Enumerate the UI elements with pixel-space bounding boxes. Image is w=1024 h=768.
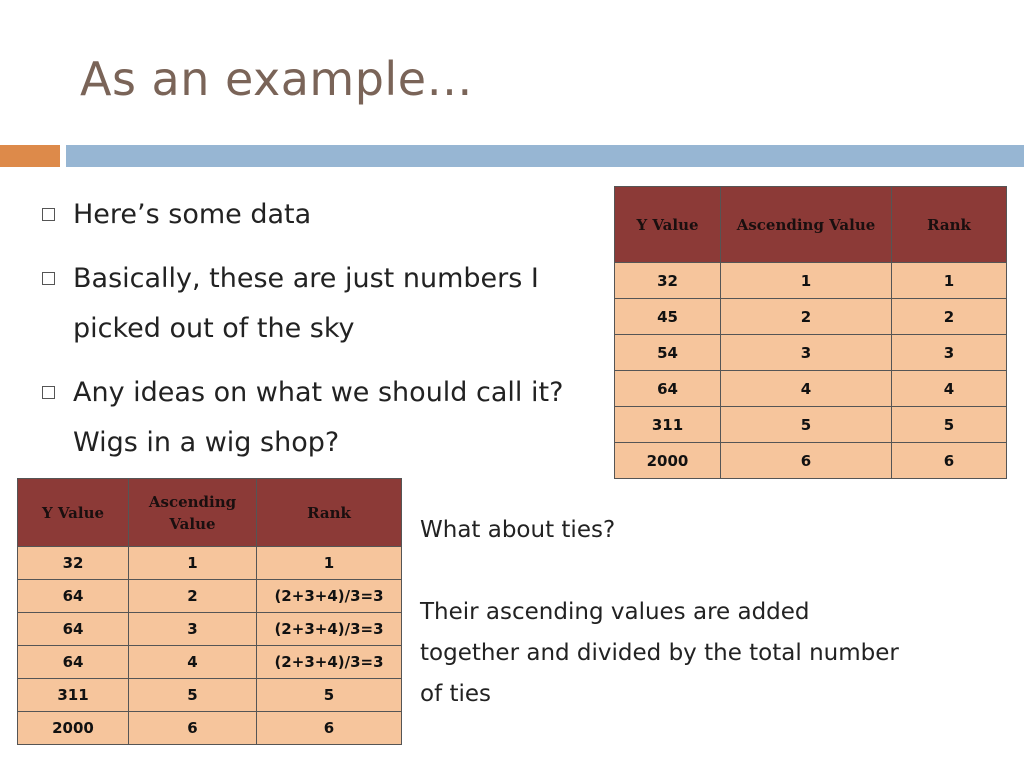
table-row <box>615 299 1007 335</box>
cell-rank: 1 <box>892 263 1007 299</box>
cell-ascending-value: 1 <box>721 263 892 299</box>
table-header-row <box>18 479 402 547</box>
table-row <box>615 407 1007 443</box>
header-ascending-value: Ascending Value <box>721 187 892 263</box>
bullet-item <box>40 368 615 468</box>
cell-rank: 5 <box>257 679 402 712</box>
cell-ascending-value: 5 <box>129 679 257 712</box>
table-row <box>18 613 402 646</box>
cell-y-value: 311 <box>18 679 129 712</box>
cell-y-value: 32 <box>18 547 129 580</box>
cell-y-value: 32 <box>615 263 721 299</box>
bullet-item <box>40 190 615 240</box>
cell-ascending-value: 5 <box>721 407 892 443</box>
cell-y-value: 64 <box>18 580 129 613</box>
cell-ascending-value: 3 <box>721 335 892 371</box>
cell-rank: 5 <box>892 407 1007 443</box>
bullet-text: Here’s some data <box>73 199 312 230</box>
header-rank: Rank <box>257 479 402 547</box>
cell-rank: (2+3+4)/3=3 <box>257 580 402 613</box>
cell-rank: 4 <box>892 371 1007 407</box>
cell-ascending-value: 1 <box>129 547 257 580</box>
table-row <box>18 547 402 580</box>
cell-ascending-value: 3 <box>129 613 257 646</box>
cell-ascending-value: 2 <box>129 580 257 613</box>
cell-y-value: 64 <box>18 613 129 646</box>
table-row <box>18 712 402 745</box>
ties-question: What about ties? <box>420 517 616 543</box>
header-y-value: Y Value <box>18 479 129 547</box>
header-ascending-value: Ascending Value <box>129 479 257 547</box>
bullet-text: Any ideas on what we should call it? Wigs in a wig shop? <box>73 377 564 458</box>
bullet-item <box>40 254 615 354</box>
cell-ascending-value: 4 <box>129 646 257 679</box>
accent-bar-blue <box>66 145 1024 167</box>
table-row <box>615 335 1007 371</box>
table-row <box>615 371 1007 407</box>
ranking-table-with-ties <box>17 478 402 745</box>
bullet-text: Basically, these are just numbers I picked out of the sky <box>73 263 539 344</box>
ties-note <box>420 510 900 715</box>
cell-ascending-value: 6 <box>129 712 257 745</box>
ranking-table-no-ties <box>614 186 1007 479</box>
table-row <box>18 580 402 613</box>
cell-y-value: 54 <box>615 335 721 371</box>
table-row <box>615 263 1007 299</box>
cell-rank: 2 <box>892 299 1007 335</box>
cell-rank: 1 <box>257 547 402 580</box>
cell-y-value: 2000 <box>18 712 129 745</box>
table-row <box>18 646 402 679</box>
cell-y-value: 2000 <box>615 443 721 479</box>
slide-title: As an example… <box>80 52 474 106</box>
accent-bar-orange <box>0 145 60 167</box>
ties-explanation: Their ascending values are added together and divided by the total number of ties <box>420 599 899 707</box>
cell-y-value: 311 <box>615 407 721 443</box>
cell-y-value: 64 <box>18 646 129 679</box>
table-header-row <box>615 187 1007 263</box>
header-y-value: Y Value <box>615 187 721 263</box>
cell-ascending-value: 6 <box>721 443 892 479</box>
cell-rank: 6 <box>257 712 402 745</box>
cell-y-value: 64 <box>615 371 721 407</box>
cell-rank: 3 <box>892 335 1007 371</box>
cell-rank: (2+3+4)/3=3 <box>257 613 402 646</box>
cell-y-value: 45 <box>615 299 721 335</box>
table-row <box>615 443 1007 479</box>
cell-rank: 6 <box>892 443 1007 479</box>
square-bullet-icon <box>42 386 55 399</box>
header-rank: Rank <box>892 187 1007 263</box>
square-bullet-icon <box>42 272 55 285</box>
square-bullet-icon <box>42 208 55 221</box>
cell-ascending-value: 2 <box>721 299 892 335</box>
cell-rank: (2+3+4)/3=3 <box>257 646 402 679</box>
bullet-list <box>40 190 615 482</box>
table-row <box>18 679 402 712</box>
cell-ascending-value: 4 <box>721 371 892 407</box>
